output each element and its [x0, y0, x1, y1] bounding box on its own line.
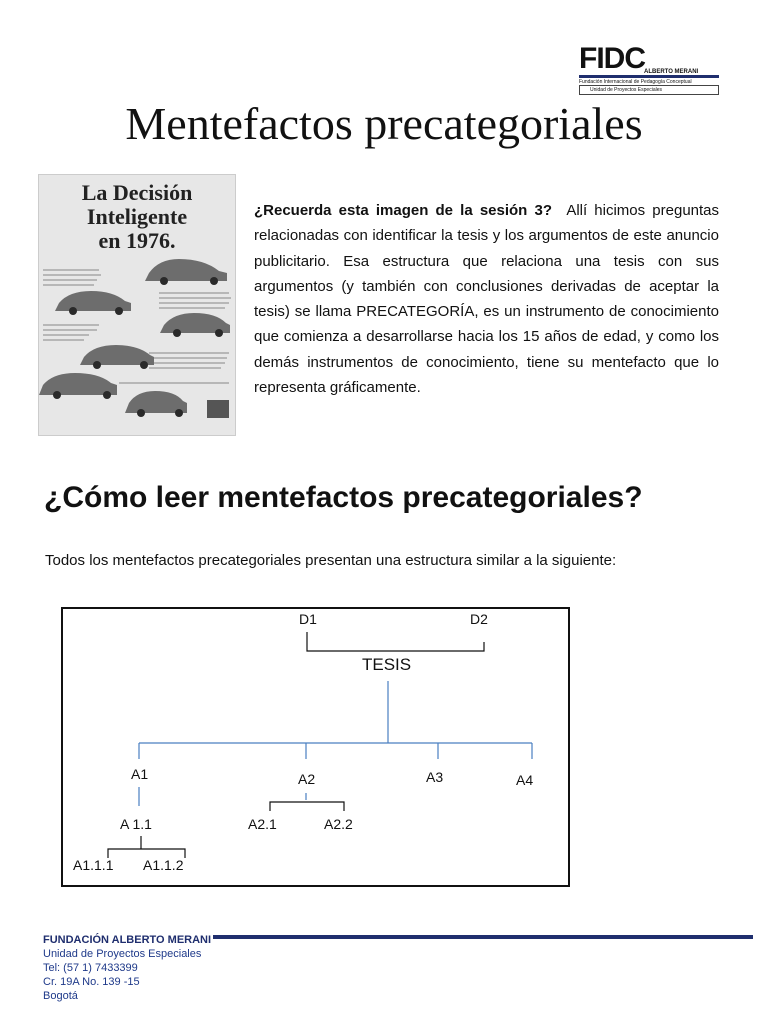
node-d2: D2 — [470, 611, 488, 627]
ad-illustration — [39, 175, 235, 435]
footer — [43, 933, 211, 1003]
lead-text: Todos los mentefactos precategoriales presentan una estructura similar a la siguiente: — [45, 552, 617, 569]
intro-question: ¿Recuerda esta imagen de la sesión 3? — [254, 202, 552, 219]
logo-name: ALBERTO MERANI — [644, 69, 699, 75]
diagram-connectors — [63, 609, 568, 885]
logo-bar — [579, 75, 719, 78]
node-a2: A2 — [298, 771, 316, 787]
node-a2-1: A2.1 — [248, 816, 277, 832]
node-a2-2: A2.2 — [324, 816, 353, 832]
node-d1: D1 — [299, 611, 317, 627]
footer-rule — [213, 935, 753, 939]
footer-tel: Tel: (57 1) 7433399 — [43, 962, 138, 974]
footer-org: FUNDACIÓN ALBERTO MERANI — [43, 934, 212, 946]
node-a1-1: A 1.1 — [120, 816, 152, 832]
logo-line2: Unidad de Proyectos Especiales — [579, 85, 719, 95]
ad-headline: La Decisión Inteligente en 1976. — [81, 180, 193, 253]
node-a1: A1 — [131, 766, 149, 782]
node-a4: A4 — [516, 772, 534, 788]
intro-text: Allí hicimos preguntas relacionadas con identificar la tesis y los argumentos de este anuncio publicitario. Esa estructura que relaciona una tesis con sus argumentos (y también con conclusiones derivadas de aceptar la tesis) se llama PRECATEGORÍA, es un instrumento de conocimiento que comienza a desarrollarse hacia los 15 años de edad, y como los demás instrumentos de conocimiento, tiene su mentefacto que lo representa gráficamente. — [254, 202, 720, 397]
footer-address: Cr. 19A No. 139 -15 — [43, 976, 140, 988]
mentefacto-diagram — [61, 607, 570, 887]
fidc-logo — [579, 44, 719, 94]
node-a1-1-2: A1.1.2 — [143, 857, 184, 873]
ad-image — [38, 174, 236, 436]
logo-line1: Fundación Internacional de Pedagogía Conceptual — [579, 79, 692, 85]
node-a3: A3 — [426, 769, 444, 785]
footer-city: Bogotá — [43, 990, 78, 1002]
page-title: Mentefactos precategoriales — [125, 98, 643, 149]
logo-mark: FIDC — [579, 42, 645, 75]
footer-unit: Unidad de Proyectos Especiales — [43, 948, 202, 960]
intro-paragraph — [254, 198, 719, 400]
node-a1-1-1: A1.1.1 — [73, 857, 114, 873]
section-heading: ¿Cómo leer mentefactos precategoriales? — [44, 481, 643, 514]
node-tesis: TESIS — [362, 655, 412, 674]
